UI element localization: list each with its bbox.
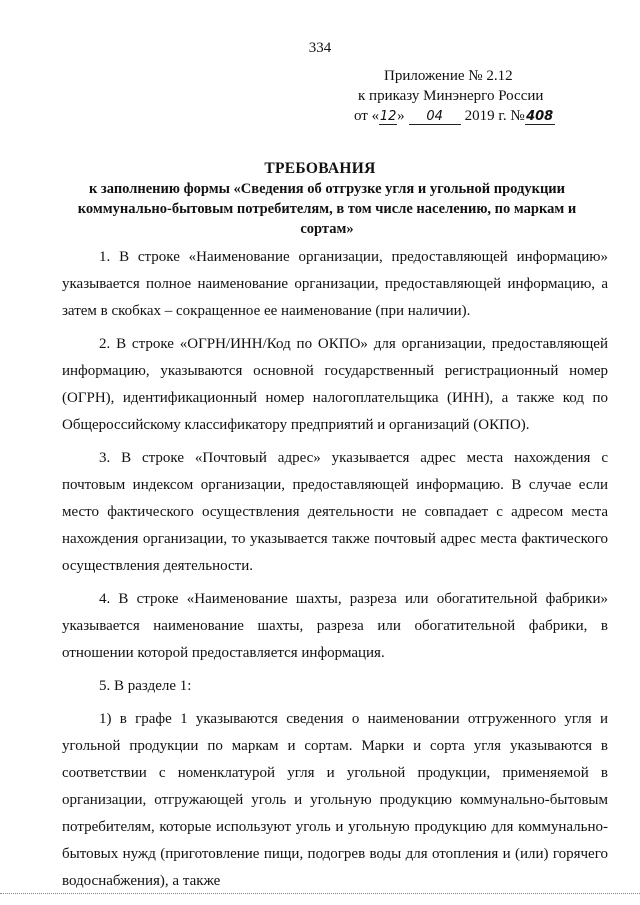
page-number: 334 xyxy=(308,40,332,56)
paragraph: 3. В строке «Почтовый адрес» указывается адрес места нахождения с почтовым индексом организации, предоставляющей информацию. В случае если место фактического осуществления деятельности не совпадает с адресом места нахождения организации, то указывается также почтовый адрес места фактического осуществления деятельности. xyxy=(62,450,608,574)
handwritten-day: 12 xyxy=(379,109,397,124)
paragraph: 1) в графе 1 указываются сведения о наименовании отгруженного угля и угольной продукции по маркам и сортам. Марки и сорта угля указываются в соответствии с номенклатурой угля и угольной продукции, применяемой в организации, отгружающей уголь и угольную продукцию коммунально-бытовым потребителям, которые используют уголь и угольную продукцию для коммунально-бытовых нужд (приготовление пищи, подогрев воды для отопления и (или) горячего водоснабжения), а также xyxy=(62,711,608,889)
paragraph: 2. В строке «ОГРН/ИНН/Код по ОКПО» для организации, предоставляющей информацию, указываются основной государственный регистрационный номер (ОГРН), идентификационный номер налогоплательщика (ИНН), а также код по Общероссийскому классификатору предприятий и организаций (ОКПО). xyxy=(62,336,608,433)
document-subtitle: к заполнению формы «Сведения об отгрузке угля и угольной продукции коммунально-бытовым потребителям, в том числе населению, по маркам и сортам» xyxy=(77,181,577,237)
paragraph: 4. В строке «Наименование шахты, разреза или обогатительной фабрики» указывается наименование шахты, разреза или обогатительной фабрики, в отношении которой предоставляется информация. xyxy=(62,591,608,661)
handwritten-month: 04 xyxy=(409,110,461,125)
paragraph: 1. В строке «Наименование организации, предоставляющей информацию» указывается полное наименование организации, предоставляющей информацию, а затем в скобках – сокращенное ее наименование (при наличии). xyxy=(62,249,608,319)
appendix-title: Приложение № 2.12 xyxy=(384,68,513,84)
appendix-date-line xyxy=(354,106,584,126)
date-year: 2019 г. № xyxy=(464,108,525,124)
handwritten-order-number: 408 xyxy=(526,109,554,124)
document-body xyxy=(62,244,608,901)
appendix-header xyxy=(354,66,584,126)
date-prefix: от « xyxy=(354,108,380,124)
appendix-order-ref: к приказу Минэнерго России xyxy=(358,88,544,104)
date-quote-close: » xyxy=(397,108,405,124)
paragraph: 5. В разделе 1: xyxy=(99,678,192,694)
document-title: ТРЕБОВАНИЯ xyxy=(264,160,376,177)
footer-divider xyxy=(0,893,640,894)
